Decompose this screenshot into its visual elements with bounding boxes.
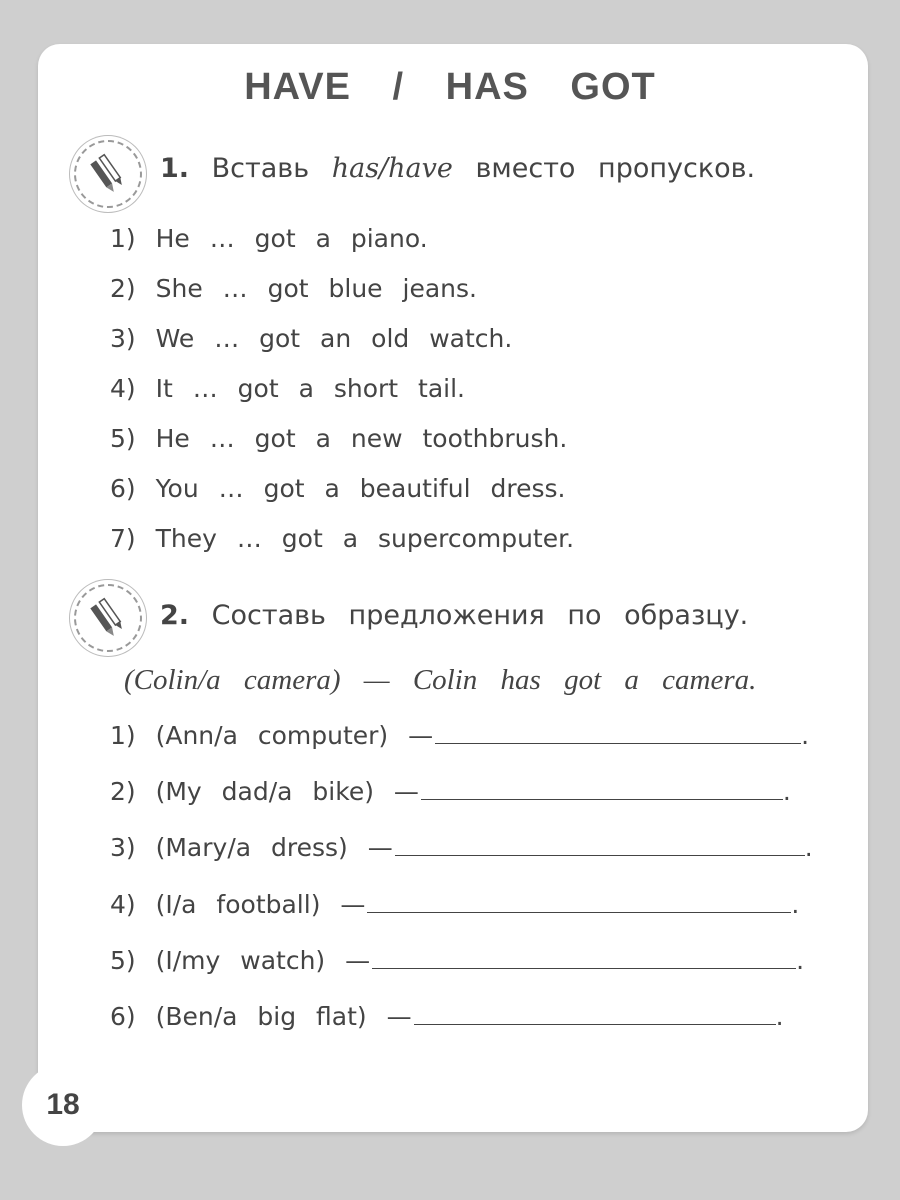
exercise-2-item <box>110 833 813 862</box>
exercise-2-example: (Colin/a camera) — Colin has got a camera. <box>124 664 757 696</box>
exercise-2-item <box>110 946 804 975</box>
exercise-2-instruction: Составь предложения по образцу. <box>211 600 749 631</box>
page-title: HAVE / HAS GOT <box>244 66 656 108</box>
answer-blank[interactable] <box>395 833 805 856</box>
end-mark: . <box>775 1002 784 1031</box>
exercise-2-item <box>110 890 799 919</box>
exercise-1-heading <box>160 153 755 184</box>
answer-blank[interactable] <box>372 946 796 969</box>
page-number: 18 <box>22 1064 104 1146</box>
exercise-2-prompt: 6) (Ben/a big flat) — <box>110 1002 412 1031</box>
exercise-1-number: 1. <box>160 153 190 184</box>
exercise-2-number: 2. <box>160 600 190 631</box>
exercise-2-prompt: 2) (My dad/a bike) — <box>110 777 419 806</box>
exercise-1-item: 7) They … got a supercomputer. <box>110 524 575 553</box>
answer-blank[interactable] <box>414 1002 776 1025</box>
exercise-1-item: 3) We … got an old watch. <box>110 324 513 353</box>
end-mark: . <box>804 833 813 862</box>
answer-blank[interactable] <box>367 890 791 913</box>
exercise-1-badge <box>74 140 142 208</box>
exercise-2-item <box>110 777 791 806</box>
pencil-icon <box>86 596 130 640</box>
exercise-2-prompt: 5) (I/my watch) — <box>110 946 371 975</box>
exercise-2-prompt: 1) (Ann/a computer) — <box>110 721 434 750</box>
end-mark: . <box>791 890 800 919</box>
exercise-2-prompt: 4) (I/a football) — <box>110 890 366 919</box>
answer-blank[interactable] <box>421 777 783 800</box>
exercise-1-instruction-pre: Вставь <box>211 153 310 184</box>
end-mark: . <box>796 946 805 975</box>
exercise-1-item: 6) You … got a beautiful dress. <box>110 474 566 503</box>
exercise-1-item: 2) She … got blue jeans. <box>110 274 477 303</box>
end-mark: . <box>782 777 791 806</box>
exercise-2-prompt: 3) (Mary/a dress) — <box>110 833 393 862</box>
end-mark: . <box>801 721 810 750</box>
exercise-2-item <box>110 1002 784 1031</box>
exercise-2-item <box>110 721 809 750</box>
exercise-1-item: 5) He … got a new toothbrush. <box>110 424 568 453</box>
answer-blank[interactable] <box>435 721 801 744</box>
exercise-1-instruction-post: вместо пропусков. <box>475 153 756 184</box>
exercise-1-item: 1) He … got a piano. <box>110 224 428 253</box>
exercise-1-instruction-italic: has/have <box>331 153 453 184</box>
pencil-icon <box>86 152 130 196</box>
exercise-1-item: 4) It … got a short tail. <box>110 374 466 403</box>
exercise-2-badge <box>74 584 142 652</box>
exercise-2-heading <box>160 600 748 631</box>
